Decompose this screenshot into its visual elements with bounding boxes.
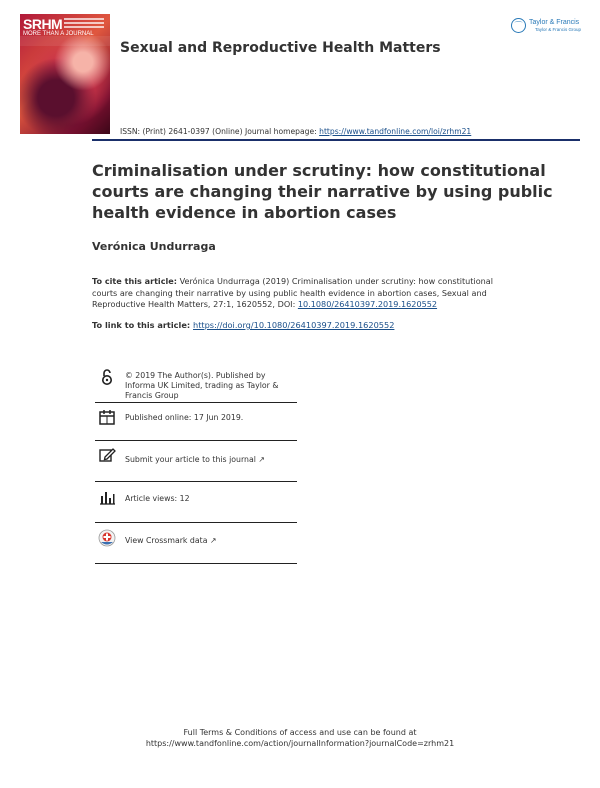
article-author: Verónica Undurraga xyxy=(92,240,216,253)
publisher-tagline: Taylor & Francis Group xyxy=(535,26,582,32)
journal-homepage-link[interactable]: https://www.tandfonline.com/loi/zrhm21 xyxy=(319,127,472,136)
journal-title: Sexual and Reproductive Health Matters xyxy=(120,40,441,56)
header-divider xyxy=(92,139,580,141)
submit-row[interactable] xyxy=(95,441,297,482)
cover-stripe xyxy=(20,36,110,46)
citation-doi-link[interactable]: 10.1080/26410397.2019.1620552 xyxy=(297,299,438,309)
external-link-icon: ↗ xyxy=(209,536,217,545)
issn-line xyxy=(120,127,471,136)
link-to-article xyxy=(92,320,394,330)
submit-article-text: Submit your article to this journal xyxy=(125,455,256,464)
license-text: © 2019 The Author(s). Published by Informa UK Limited, trading as Taylor & Francis Group xyxy=(125,371,279,400)
footer-terms: Full Terms & Conditions of access and use can be found at xyxy=(183,728,417,737)
journal-cover-image xyxy=(20,14,110,134)
edit-icon xyxy=(98,446,116,464)
cover-text-lines xyxy=(64,18,104,30)
calendar-icon xyxy=(98,408,116,426)
article-title: Criminalisation under scrutiny: how constitutional courts are changing their narrative by using public health evidence in abortion cases xyxy=(92,161,553,222)
link-to-article-label: To link to this article: xyxy=(92,320,193,330)
issn-text: ISSN: (Print) 2641-0397 (Online) Journal homepage: xyxy=(120,127,320,136)
article-views: Article views: 12 xyxy=(125,494,190,503)
crossmark-icon xyxy=(98,529,116,547)
citation-text: Verónica Undurraga (2019) Criminalisation under scrutiny: how constitutional courts are changing their narrative by using public health evidence in abortion cases, Sexual and Reproductive Health Matters, 27:1, 1620552, DOI: xyxy=(92,276,494,309)
publisher-name: Taylor & Francis xyxy=(529,18,580,26)
citation-label: To cite this article: xyxy=(92,276,178,286)
footer-terms-link[interactable]: https://www.tandfonline.com/action/journalInformation?journalCode=zrhm21 xyxy=(145,739,455,748)
publisher-logo-text xyxy=(529,19,581,33)
license-row xyxy=(95,366,297,403)
crossmark-row[interactable] xyxy=(95,523,297,564)
publisher-logo-icon: ⌒ xyxy=(511,18,526,33)
crossmark-link[interactable] xyxy=(125,536,217,546)
external-link-icon: ↗ xyxy=(258,455,265,464)
views-row[interactable] xyxy=(95,482,297,523)
published-date: Published online: 17 Jun 2019. xyxy=(125,413,244,422)
citation-block xyxy=(92,276,512,311)
publisher-logo[interactable] xyxy=(511,18,581,33)
crossmark-text: View Crossmark data xyxy=(125,536,208,545)
footer xyxy=(0,727,600,749)
published-row xyxy=(95,403,297,441)
submit-article-link[interactable] xyxy=(125,455,265,465)
open-access-icon xyxy=(98,368,116,386)
cover-title: SRHM xyxy=(23,16,63,32)
bar-chart-icon xyxy=(98,488,116,506)
article-doi-url[interactable]: https://doi.org/10.1080/26410397.2019.1620552 xyxy=(193,320,395,330)
cover-subtitle: MORE THAN A JOURNAL xyxy=(23,31,94,37)
